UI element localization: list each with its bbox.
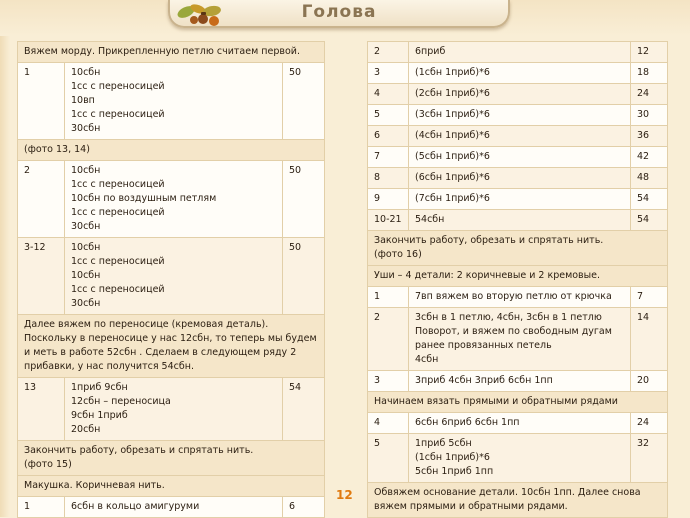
table-row	[18, 378, 325, 441]
instruction-line: (7сбн 1приб)*6	[415, 193, 490, 204]
instruction-line: 1сс с переносицей	[71, 179, 165, 190]
row-instructions	[409, 84, 631, 105]
instruction-line: (6сбн 1приб)*6	[415, 172, 490, 183]
table-row	[18, 476, 325, 497]
instruction-line: 6сбн 6приб 6сбн 1пп	[415, 417, 520, 428]
table-row	[18, 497, 325, 518]
row-number: 1	[18, 63, 65, 140]
instruction-line: (2сбн 1приб)*6	[415, 88, 490, 99]
instruction-line: 6приб	[415, 46, 446, 57]
row-instructions	[409, 210, 631, 231]
instruction-line: 1сс с переносицей	[71, 109, 165, 120]
note-cell	[368, 483, 668, 518]
instruction-line: (3сбн 1приб)*6	[415, 109, 490, 120]
table-row	[368, 413, 668, 434]
note-text: Поскольку в переносице у нас 12сбн, то теперь мы будем	[24, 333, 317, 344]
instruction-line: 1сс с переносицей	[71, 284, 165, 295]
note-cell	[368, 231, 668, 266]
instruction-line: 30сбн	[71, 123, 101, 134]
note-text: Уши – 4 детали: 2 коричневые и 2 кремовые.	[374, 270, 601, 281]
table-row	[368, 392, 668, 413]
instruction-line: 12сбн – переносица	[71, 396, 171, 407]
table-row	[368, 63, 668, 84]
table-row	[368, 189, 668, 210]
row-number: 1	[18, 497, 65, 518]
instruction-line: (5сбн 1приб)*6	[415, 151, 490, 162]
stitch-count: 20	[631, 371, 668, 392]
table-row	[368, 308, 668, 371]
stitch-count: 48	[631, 168, 668, 189]
instruction-line: 10сбн	[71, 270, 101, 281]
table-row	[368, 287, 668, 308]
row-number: 3	[368, 63, 409, 84]
note-text: (фото 16)	[374, 249, 422, 260]
note-cell	[18, 42, 325, 63]
instruction-line: 1сс с переносицей	[71, 207, 165, 218]
instruction-line: (1сбн 1приб)*6	[415, 452, 490, 463]
note-cell	[18, 140, 325, 161]
instruction-line: 10сбн	[71, 67, 101, 78]
instruction-line: (1сбн 1приб)*6	[415, 67, 490, 78]
instruction-line: 30сбн	[71, 221, 101, 232]
note-text: Начинаем вязать прямыми и обратными рядами	[374, 396, 618, 407]
stitch-count: 50	[283, 63, 325, 140]
table-row	[368, 231, 668, 266]
table-row	[368, 84, 668, 105]
row-number: 3-12	[18, 238, 65, 315]
note-text: вяжем прямыми и обратными рядами.	[374, 501, 568, 512]
table-row	[368, 126, 668, 147]
instruction-line: 3приб 4сбн 3приб 6сбн 1пп	[415, 375, 553, 386]
stitch-count: 54	[631, 210, 668, 231]
note-text: Макушка. Коричневая нить.	[24, 480, 165, 491]
table-row	[368, 210, 668, 231]
instruction-line: 54сбн	[415, 214, 445, 225]
table-row	[18, 315, 325, 378]
stitch-count: 36	[631, 126, 668, 147]
table-row	[368, 434, 668, 483]
note-text: Обвяжем основание детали. 10сбн 1пп. Далее снова	[374, 487, 641, 498]
table-row	[18, 161, 325, 238]
table-row	[18, 140, 325, 161]
instruction-line: 5сбн 1приб 1пп	[415, 466, 494, 477]
table-row	[18, 238, 325, 315]
stitch-count: 7	[631, 287, 668, 308]
table-row	[368, 483, 668, 518]
row-instructions	[65, 238, 283, 315]
instruction-line: 10вп	[71, 95, 95, 106]
instruction-line: 9сбн 1приб	[71, 410, 128, 421]
note-cell	[18, 315, 325, 378]
note-text: Далее вяжем по переносице (кремовая деталь).	[24, 319, 269, 330]
table-row	[368, 371, 668, 392]
table-row	[368, 266, 668, 287]
stitch-count: 14	[631, 308, 668, 371]
instruction-line: 3сбн в 1 петлю, 4сбн, 3сбн в 1 петлю	[415, 312, 602, 323]
instruction-line: 1приб 9сбн	[71, 382, 128, 393]
instruction-line: 1сс с переносицей	[71, 81, 165, 92]
acorn-leaf-decoration-icon	[172, 0, 232, 30]
instruction-line: 1приб 5сбн	[415, 438, 472, 449]
row-instructions	[65, 497, 283, 518]
row-instructions	[409, 147, 631, 168]
table-row	[368, 42, 668, 63]
row-number: 4	[368, 413, 409, 434]
instruction-line: (4сбн 1приб)*6	[415, 130, 490, 141]
note-cell	[18, 441, 325, 476]
row-number: 13	[18, 378, 65, 441]
row-number: 2	[18, 161, 65, 238]
note-cell	[18, 476, 325, 497]
row-number: 6	[368, 126, 409, 147]
instruction-line: 1сс с переносицей	[71, 256, 165, 267]
table-row	[18, 63, 325, 140]
row-number: 2	[368, 308, 409, 371]
left-pattern-table	[17, 41, 325, 518]
instruction-line: 10сбн	[71, 165, 101, 176]
instruction-line: 10сбн по воздушным петлям	[71, 193, 217, 204]
stitch-count: 50	[283, 161, 325, 238]
row-number: 8	[368, 168, 409, 189]
page-number: 12	[336, 488, 353, 502]
note-text: прибавки, у нас получится 54сбн.	[24, 361, 194, 372]
row-instructions	[409, 63, 631, 84]
stitch-count: 42	[631, 147, 668, 168]
instruction-line: 10сбн	[71, 242, 101, 253]
note-text: и меть в работе 52сбн . Сделаем в следующем ряду 2	[24, 347, 297, 358]
note-text: Закончить работу, обрезать и спрятать нить.	[24, 445, 254, 456]
row-instructions	[409, 42, 631, 63]
row-instructions	[65, 63, 283, 140]
instruction-line: 20сбн	[71, 424, 101, 435]
row-instructions	[65, 161, 283, 238]
row-number: 10-21	[368, 210, 409, 231]
row-instructions	[409, 126, 631, 147]
row-instructions	[409, 434, 631, 483]
row-number: 4	[368, 84, 409, 105]
instruction-line: 6сбн в кольцо амигуруми	[71, 501, 200, 512]
stitch-count: 54	[283, 378, 325, 441]
stitch-count: 24	[631, 84, 668, 105]
row-number: 1	[368, 287, 409, 308]
row-instructions	[65, 378, 283, 441]
row-number: 9	[368, 189, 409, 210]
table-row	[368, 147, 668, 168]
stitch-count: 6	[283, 497, 325, 518]
stitch-count: 18	[631, 63, 668, 84]
stitch-count: 50	[283, 238, 325, 315]
note-text: (фото 15)	[24, 459, 72, 470]
row-instructions	[409, 308, 631, 371]
row-instructions	[409, 105, 631, 126]
row-instructions	[409, 371, 631, 392]
instruction-line: 30сбн	[71, 298, 101, 309]
note-text: (фото 13, 14)	[24, 144, 90, 155]
stitch-count: 12	[631, 42, 668, 63]
stitch-count: 30	[631, 105, 668, 126]
instruction-line: Поворот, и вяжем по свободным дугам	[415, 326, 612, 337]
table-row	[368, 105, 668, 126]
row-number: 5	[368, 105, 409, 126]
row-instructions	[409, 189, 631, 210]
row-number: 2	[368, 42, 409, 63]
instruction-line: 7вп вяжем во вторую петлю от крючка	[415, 291, 612, 302]
row-number: 5	[368, 434, 409, 483]
row-instructions	[409, 413, 631, 434]
row-instructions	[409, 168, 631, 189]
table-row	[18, 441, 325, 476]
note-cell	[368, 266, 668, 287]
stitch-count: 54	[631, 189, 668, 210]
table-row	[18, 42, 325, 63]
page-title: Голова	[301, 2, 377, 22]
note-text: Вяжем морду. Прикрепленную петлю считаем первой.	[24, 46, 300, 57]
table-row	[368, 168, 668, 189]
instruction-line: 4сбн	[415, 354, 439, 365]
note-text: Закончить работу, обрезать и спрятать нить.	[374, 235, 604, 246]
note-cell	[368, 392, 668, 413]
row-number: 3	[368, 371, 409, 392]
stitch-count: 24	[631, 413, 668, 434]
row-instructions	[409, 287, 631, 308]
right-pattern-table	[367, 41, 668, 518]
row-number: 7	[368, 147, 409, 168]
instruction-line: ранее провязанных петель	[415, 340, 552, 351]
stitch-count: 32	[631, 434, 668, 483]
page-edge	[0, 36, 10, 517]
